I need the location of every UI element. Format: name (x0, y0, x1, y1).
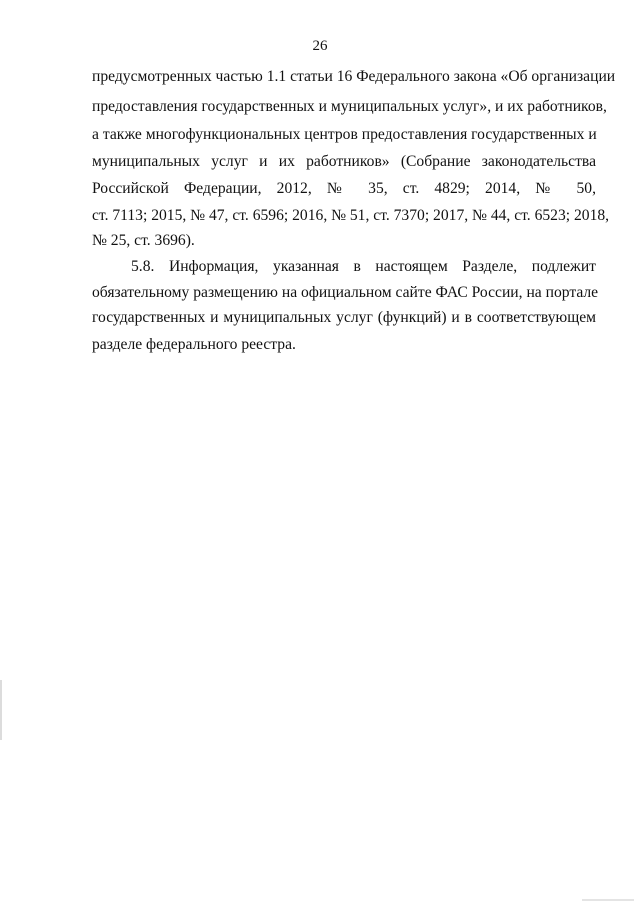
text-line: государственных и муниципальных услуг (функций) и в соответствующем (92, 309, 596, 326)
text-line: а также многофункциональных центров предоставления государственных и (92, 126, 597, 143)
text-line: обязательному размещению на официальном сайте ФАС России, на портале (92, 284, 599, 301)
page-number: 26 (312, 38, 328, 54)
text-line: муниципальных услуг и их работников» (Собрание законодательства (92, 153, 596, 170)
text-line: Российской Федерации, 2012, № 35, ст. 4829; 2014, № 50, (92, 180, 596, 197)
scan-edge-mark (0, 680, 2, 740)
text-line: разделе федерального реестра. (92, 336, 296, 353)
text-line: № 25, ст. 3696). (92, 232, 195, 249)
text-line: ст. 7113; 2015, № 47, ст. 6596; 2016, № 51, ст. 7370; 2017, № 44, ст. 6523; 2018, (92, 207, 610, 224)
text-line: предоставления государственных и муниципальных услуг», и их работников, (92, 98, 607, 115)
text-line: 5.8. Информация, указанная в настоящем Разделе, подлежит (131, 258, 596, 275)
scan-corner-mark (582, 899, 634, 901)
text-line: предусмотренных частью 1.1 статьи 16 Федерального закона «Об организации (92, 68, 616, 85)
